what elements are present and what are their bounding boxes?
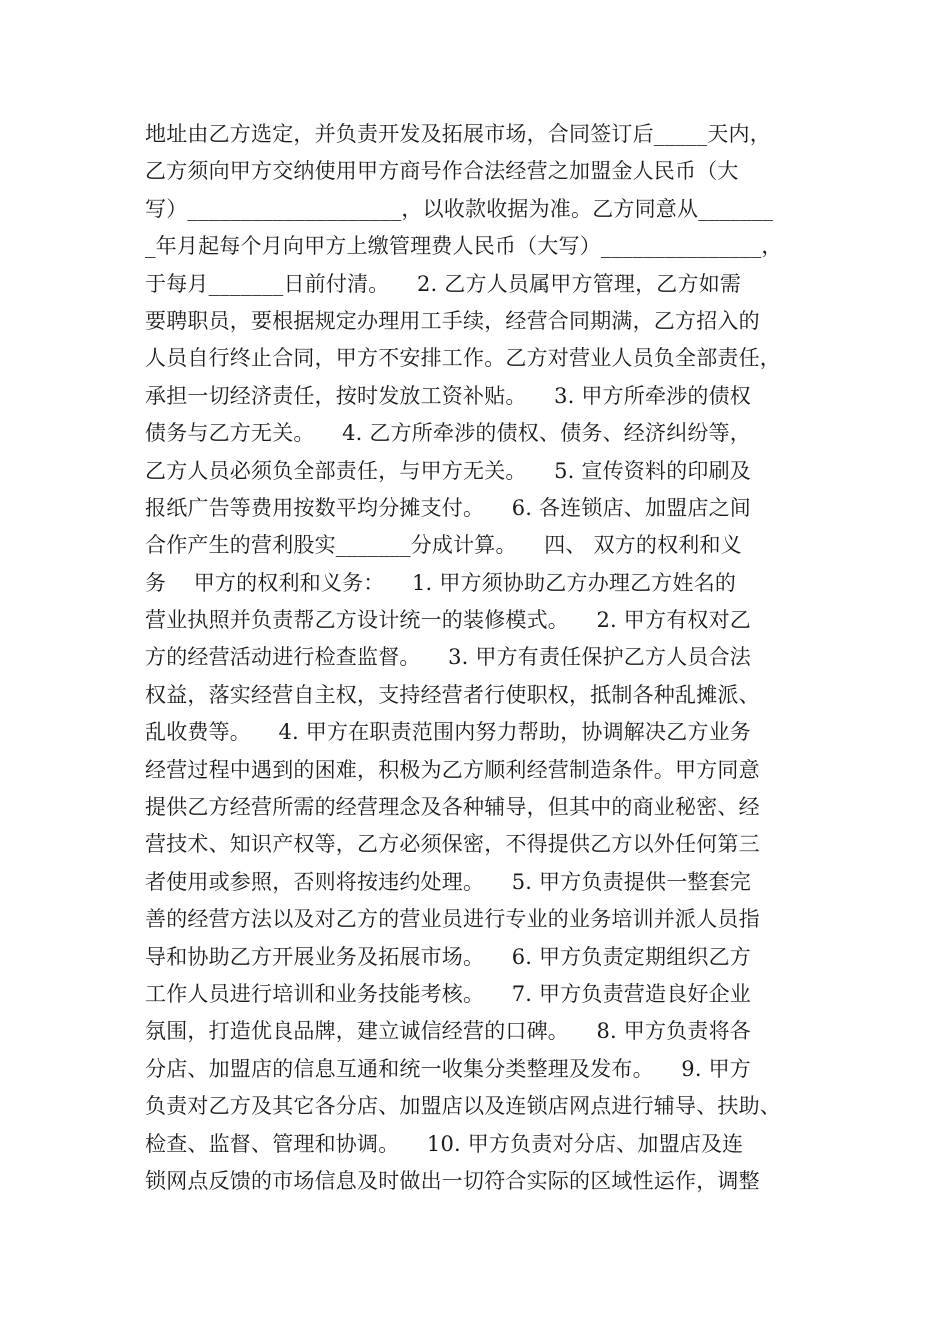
text-line: 者使用或参照，否则将按违约处理。 5. 甲方负责提供一整套完 — [145, 869, 752, 894]
text-line: 善的经营方法以及对乙方的营业员进行专业的业务培训并派人员指 — [145, 907, 760, 932]
text-line: 权益，落实经营自主权，支持经营者行使职权，抵制各种乱摊派、 — [145, 682, 760, 707]
text-line: 务 甲方的权利和义务： 1. 甲方须协助乙方办理乙方姓名的 — [145, 570, 737, 595]
text-line: 工作人员进行培训和业务技能考核。 7. 甲方负责营造良好企业 — [145, 981, 752, 1006]
text-line: 写）____________________，以收款收据为准。乙方同意从_______ — [145, 196, 774, 221]
text-line: 营业执照并负责帮乙方设计统一的装修模式。 2. 甲方有权对乙 — [145, 608, 752, 633]
text-line: 经营过程中遇到的困难，积极为乙方顺利经营制造条件。甲方同意 — [145, 757, 760, 782]
text-line: 方的经营活动进行检查监督。 3. 甲方有责任保护乙方人员合法 — [145, 645, 752, 670]
text-line: 乙方人员必须负全部责任，与甲方无关。 5. 宣传资料的印刷及 — [145, 458, 752, 483]
text-line: 导和协助乙方开展业务及拓展市场。 6. 甲方负责定期组织乙方 — [145, 944, 752, 969]
text-line: 于每月_______日前付清。 2. 乙方人员属甲方管理，乙方如需 — [145, 271, 742, 296]
text-line: 锁网点反馈的市场信息及时做出一切符合实际的区域性运作，调整 — [145, 1168, 760, 1193]
text-line: 乙方须向甲方交纳使用甲方商号作合法经营之加盟金人民币（大 — [145, 159, 739, 184]
text-line: 提供乙方经营所需的经营理念及各种辅导，但其中的商业秘密、经 — [145, 795, 760, 820]
text-line: 合作产生的营利股实_______分成计算。 四、 双方的权利和义 — [145, 533, 742, 558]
text-line: 人员自行终止合同，甲方不安排工作。乙方对营业人员负全部责任， — [145, 346, 781, 371]
text-line: 要聘职员，要根据规定办理用工手续，经营合同期满，乙方招入的 — [145, 308, 760, 333]
contract-body-text — [145, 116, 815, 1200]
text-line: 地址由乙方选定，并负责开发及拓展市场，合同签订后_____天内， — [145, 122, 771, 146]
text-line: 营技术、知识产权等，乙方必须保密，不得提供乙方以外任何第三 — [145, 832, 760, 857]
text-line: 乱收费等。 4. 甲方在职责范围内努力帮助，协调解决乙方业务 — [145, 720, 752, 745]
text-line: 负责对乙方及其它各分店、加盟店以及连锁店网点进行辅导、扶助、 — [145, 1094, 781, 1119]
text-line: 承担一切经济责任，按时发放工资补贴。 3. 甲方所牵涉的债权 — [145, 383, 752, 408]
text-line: _年月起每个月向甲方上缴管理费人民币（大写）_______________， — [145, 234, 783, 259]
text-line: 分店、加盟店的信息互通和统一收集分类整理及发布。 9. 甲方 — [145, 1056, 752, 1081]
text-line: 报纸广告等费用按数平均分摊支付。 6. 各连锁店、加盟店之间 — [145, 495, 752, 520]
text-line: 氛围，打造优良品牌，建立诚信经营的口碑。 8. 甲方负责将各 — [145, 1019, 752, 1044]
text-line: 检查、监督、管理和协调。 10. 甲方负责对分店、加盟店及连 — [145, 1131, 744, 1156]
text-line: 债务与乙方无关。 4. 乙方所牵涉的债权、债务、经济纠纷等， — [145, 421, 752, 446]
